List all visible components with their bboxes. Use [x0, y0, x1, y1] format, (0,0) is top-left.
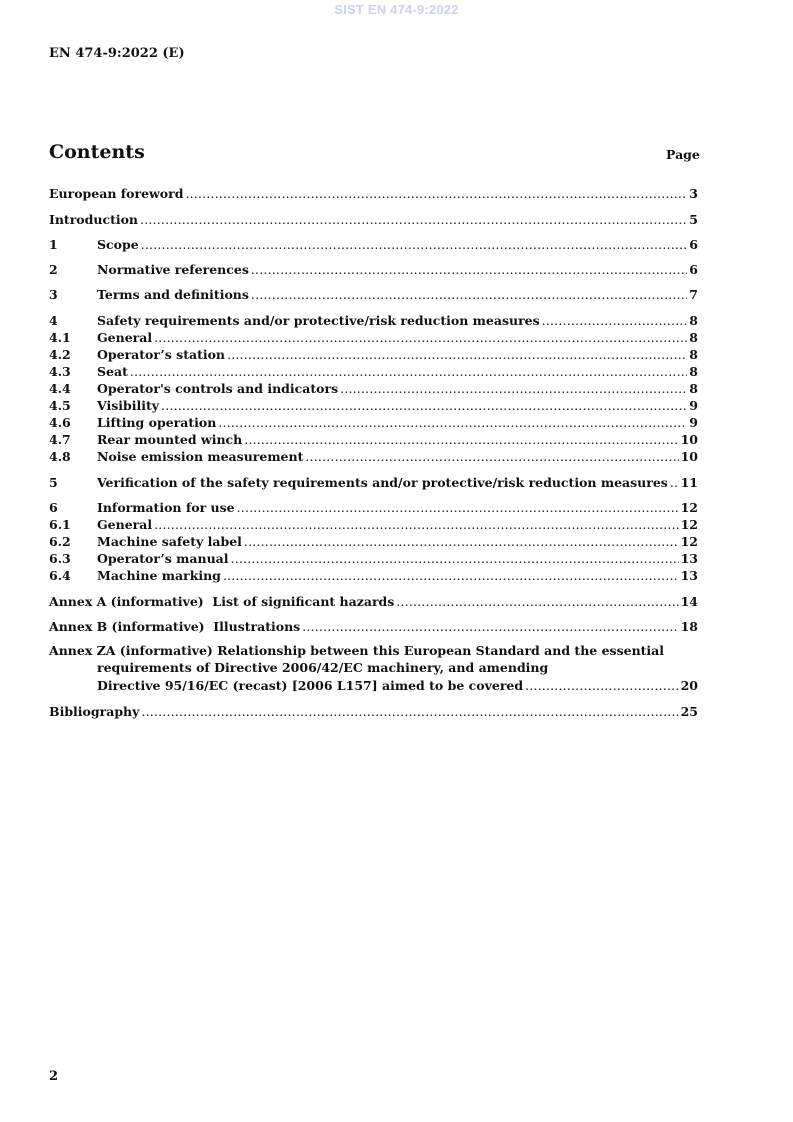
toc-entry-number: 6.2	[49, 534, 71, 549]
toc-entry-title: Machine safety label	[97, 534, 242, 549]
toc-entry-title: Operator's controls and indicators	[97, 381, 339, 396]
dot-leader	[141, 703, 678, 720]
toc-entry[interactable]	[49, 618, 698, 635]
dot-leader	[251, 286, 687, 303]
footer-page-number: 2	[49, 1069, 59, 1084]
toc-entry-page: 13	[680, 551, 698, 566]
toc-entry-title: Seat	[97, 364, 128, 379]
toc-entry-page: 6	[689, 237, 698, 252]
toc-entry-title: European foreword	[49, 186, 184, 201]
toc-entry-title: Lifting operation	[97, 415, 217, 430]
dot-leader	[237, 499, 679, 516]
dot-leader	[154, 329, 687, 346]
toc-entry-title: Directive 95/16/EC (recast) [2006 L157] aimed to be covered	[97, 678, 524, 693]
toc-entry-title: Scope	[97, 237, 139, 252]
dot-leader	[340, 380, 687, 397]
dot-leader	[305, 448, 678, 465]
toc-entry-number: 6.1	[49, 517, 71, 532]
toc-entry-number: 4.3	[49, 364, 71, 379]
toc-entry[interactable]	[49, 499, 698, 516]
toc-entry[interactable]	[49, 431, 698, 448]
toc-entry[interactable]	[49, 380, 698, 397]
dot-leader	[141, 236, 688, 253]
toc-entry-page: 8	[689, 381, 698, 396]
toc-entry-number: 4.1	[49, 330, 71, 345]
toc-entry-page: 8	[689, 330, 698, 345]
toc-entry-page: 12	[680, 500, 698, 515]
toc-entry-page: 3	[689, 186, 698, 201]
toc-entry-page: 8	[689, 364, 698, 379]
toc-entry-number: 5	[49, 475, 58, 490]
toc-entry[interactable]	[49, 474, 698, 491]
toc-entry-number: 6.3	[49, 551, 71, 566]
toc-entry-number: 4.6	[49, 415, 71, 430]
toc-entry-title: Bibliography	[49, 704, 140, 719]
toc-entry-page: 6	[689, 262, 698, 277]
toc-entry-number: 4.4	[49, 381, 71, 396]
contents-title: Contents	[49, 141, 145, 163]
dot-leader	[670, 474, 679, 491]
toc-entry-number: 1	[49, 237, 58, 252]
toc-entry-page: 10	[680, 432, 698, 447]
toc-entry-title: General	[97, 330, 153, 345]
toc-entry-title: Normative references	[97, 262, 249, 277]
dot-leader	[542, 312, 688, 329]
toc-entry-page: 14	[680, 594, 698, 609]
toc-entry[interactable]	[49, 312, 698, 329]
dot-leader	[244, 431, 678, 448]
toc-entry[interactable]	[49, 448, 698, 465]
dot-leader	[302, 618, 678, 635]
toc-entry-page: 7	[689, 287, 698, 302]
toc-entry[interactable]	[49, 211, 698, 228]
toc-entry-page: 18	[680, 619, 698, 634]
toc-entry[interactable]	[49, 329, 698, 346]
toc-entry-number: 3	[49, 287, 58, 302]
toc-entry[interactable]	[49, 567, 698, 584]
dot-leader	[130, 363, 687, 380]
toc-entry-page: 10	[680, 449, 698, 464]
toc-entry-page: 12	[680, 517, 698, 532]
toc-entry[interactable]	[49, 363, 698, 380]
toc-entry[interactable]	[49, 516, 698, 533]
dot-leader	[396, 593, 678, 610]
toc-entry[interactable]	[49, 236, 698, 253]
toc-entry-number: 4.8	[49, 449, 71, 464]
toc-entry-annex-za[interactable]	[49, 677, 698, 694]
toc-entry-title: Information for use	[97, 500, 235, 515]
toc-entry-number: 4.5	[49, 398, 71, 413]
toc-entry-title: Operator’s station	[97, 347, 226, 362]
toc-entry-page: 8	[689, 313, 698, 328]
toc-entry-title: Verification of the safety requirements and/or protective/risk reduction measures	[97, 475, 668, 490]
toc-entry-number: 4	[49, 313, 58, 328]
toc-entry-number: 6	[49, 500, 58, 515]
annex-za-line-1[interactable]: Annex ZA (informative) Relationship between this European Standard and the essential	[49, 643, 665, 658]
dot-leader	[185, 185, 687, 202]
toc-entry-page: 12	[680, 534, 698, 549]
dot-leader	[231, 550, 679, 567]
toc-entry-page: 5	[689, 212, 698, 227]
toc-entry[interactable]	[49, 346, 698, 363]
toc-entry-title: Annex B (informative) Illustrations	[49, 619, 301, 634]
toc-entry-title: Visibility	[97, 398, 160, 413]
dot-leader	[223, 567, 679, 584]
toc-entry-page: 25	[680, 704, 698, 719]
toc-entry-title: Introduction	[49, 212, 139, 227]
toc-entry-page: 11	[680, 475, 698, 490]
toc-entry-number: 2	[49, 262, 58, 277]
toc-entry-page: 8	[689, 347, 698, 362]
dot-leader	[251, 261, 687, 278]
toc-entry-title: Machine marking	[97, 568, 221, 583]
watermark: SIST EN 474-9:2022	[334, 2, 459, 17]
toc-entry-title: Terms and definitions	[97, 287, 249, 302]
dot-leader	[140, 211, 687, 228]
toc-entry[interactable]	[49, 286, 698, 303]
toc-entry[interactable]	[49, 185, 698, 202]
dot-leader	[161, 397, 687, 414]
toc-entry-title: General	[97, 517, 153, 532]
toc-entry-title: Safety requirements and/or protective/risk reduction measures	[97, 313, 540, 328]
toc-entry-title: Rear mounted winch	[97, 432, 243, 447]
toc-entry-page: 13	[680, 568, 698, 583]
dot-leader	[525, 677, 679, 694]
toc-entry[interactable]	[49, 261, 698, 278]
toc-entry[interactable]	[49, 397, 698, 414]
dot-leader	[227, 346, 687, 363]
toc-entry-page: 9	[689, 398, 698, 413]
dot-leader	[244, 533, 679, 550]
toc-entry-number: 4.7	[49, 432, 71, 447]
toc-entry[interactable]	[49, 414, 698, 431]
toc-entry-page: 20	[680, 678, 698, 693]
toc-entry-title: Noise emission measurement	[97, 449, 304, 464]
document-id: EN 474-9:2022 (E)	[49, 46, 185, 61]
toc-entry-number: 6.4	[49, 568, 71, 583]
toc-entry-bibliography[interactable]	[49, 703, 698, 720]
toc-entry[interactable]	[49, 550, 698, 567]
toc-entry-page: 9	[689, 415, 698, 430]
toc-entry[interactable]	[49, 533, 698, 550]
page-column-label: Page	[666, 147, 700, 162]
toc-entry-number: 4.2	[49, 347, 71, 362]
toc-entry-title: Operator’s manual	[97, 551, 229, 566]
dot-leader	[218, 414, 687, 431]
toc-entry-title: Annex A (informative) List of significant hazards	[49, 594, 395, 609]
toc-entry[interactable]	[49, 593, 698, 610]
annex-za-line-2[interactable]: requirements of Directive 2006/42/EC machinery, and amending	[97, 660, 549, 675]
dot-leader	[154, 516, 678, 533]
